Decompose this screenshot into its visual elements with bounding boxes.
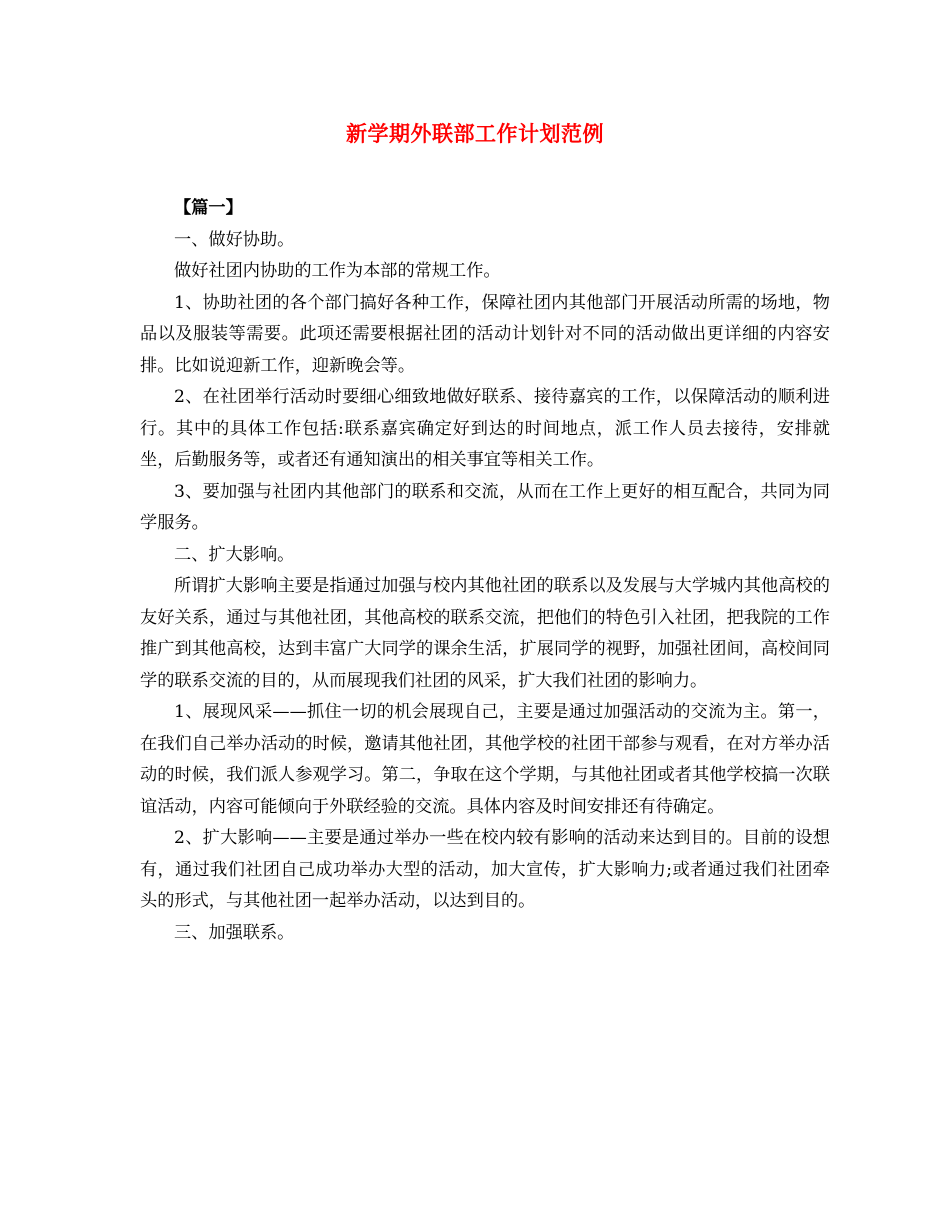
paragraph-assist-item-1: 1、协助社团的各个部门搞好各种工作，保障社团内其他部门开展活动所需的场地，物品以及服装等需要。此项还需要根据社团的活动计划针对不同的活动做出更详细的内容安排。比如说迎新工作，迎新晚会等。 bbox=[140, 292, 830, 376]
heading-assist: 一、做好协助。 bbox=[174, 229, 295, 250]
paragraph-influence-item-1: 1、展现风采——抓住一切的机会展现自己，主要是通过加强活动的交流为主。第一，在我们自己举办活动的时候，邀请其他社团，其他学校的社团干部参与观看，在对方举办活动的时候，我们派人参观学习。第二，争取在这个学期，与其他社团或者其他学校搞一次联谊活动，内容可能倾向于外联经验的交流。具体内容及时间安排还有待确定。 bbox=[140, 702, 830, 817]
heading-expand-influence: 二、扩大影响。 bbox=[174, 544, 295, 565]
document-body bbox=[140, 193, 830, 949]
paragraph-influence-intro: 所谓扩大影响主要是指通过加强与校内其他社团的联系以及发展与大学城内其他高校的友好关系，通过与其他社团，其他高校的联系交流，把他们的特色引入社团，把我院的工作推广到其他高校，达到丰富广大同学的课余生活，扩展同学的视野，加强社团间，高校间同学的联系交流的目的，从而展现我们社团的风采，扩大我们社团的影响力。 bbox=[140, 576, 830, 691]
paragraph-assist-item-2: 2、在社团举行活动时要细心细致地做好联系、接待嘉宾的工作，以保障活动的顺利进行。其中的具体工作包括:联系嘉宾确定好到达的时间地点，派工作人员去接待，安排就坐，后勤服务等，或者还有通知演出的相关事宜等相关工作。 bbox=[140, 387, 830, 470]
section-label-part-one: 【篇一】 bbox=[174, 198, 243, 218]
paragraph-assist-item-3: 3、要加强与社团内其他部门的联系和交流，从而在工作上更好的相互配合，共同为同学服务。 bbox=[140, 481, 830, 533]
document-title: 新学期外联部工作计划范例 bbox=[346, 121, 604, 146]
paragraph-influence-item-2: 2、扩大影响——主要是通过举办一些在校内较有影响的活动来达到目的。目前的设想有，通过我们社团自己成功举办大型的活动，加大宣传，扩大影响力;或者通过我们社团牵头的形式，与其他社团一起举办活动，以达到目的。 bbox=[140, 828, 830, 911]
heading-strengthen-contact: 三、加强联系。 bbox=[174, 922, 295, 943]
paragraph-assist-intro: 做好社团内协助的工作为本部的常规工作。 bbox=[174, 261, 501, 281]
